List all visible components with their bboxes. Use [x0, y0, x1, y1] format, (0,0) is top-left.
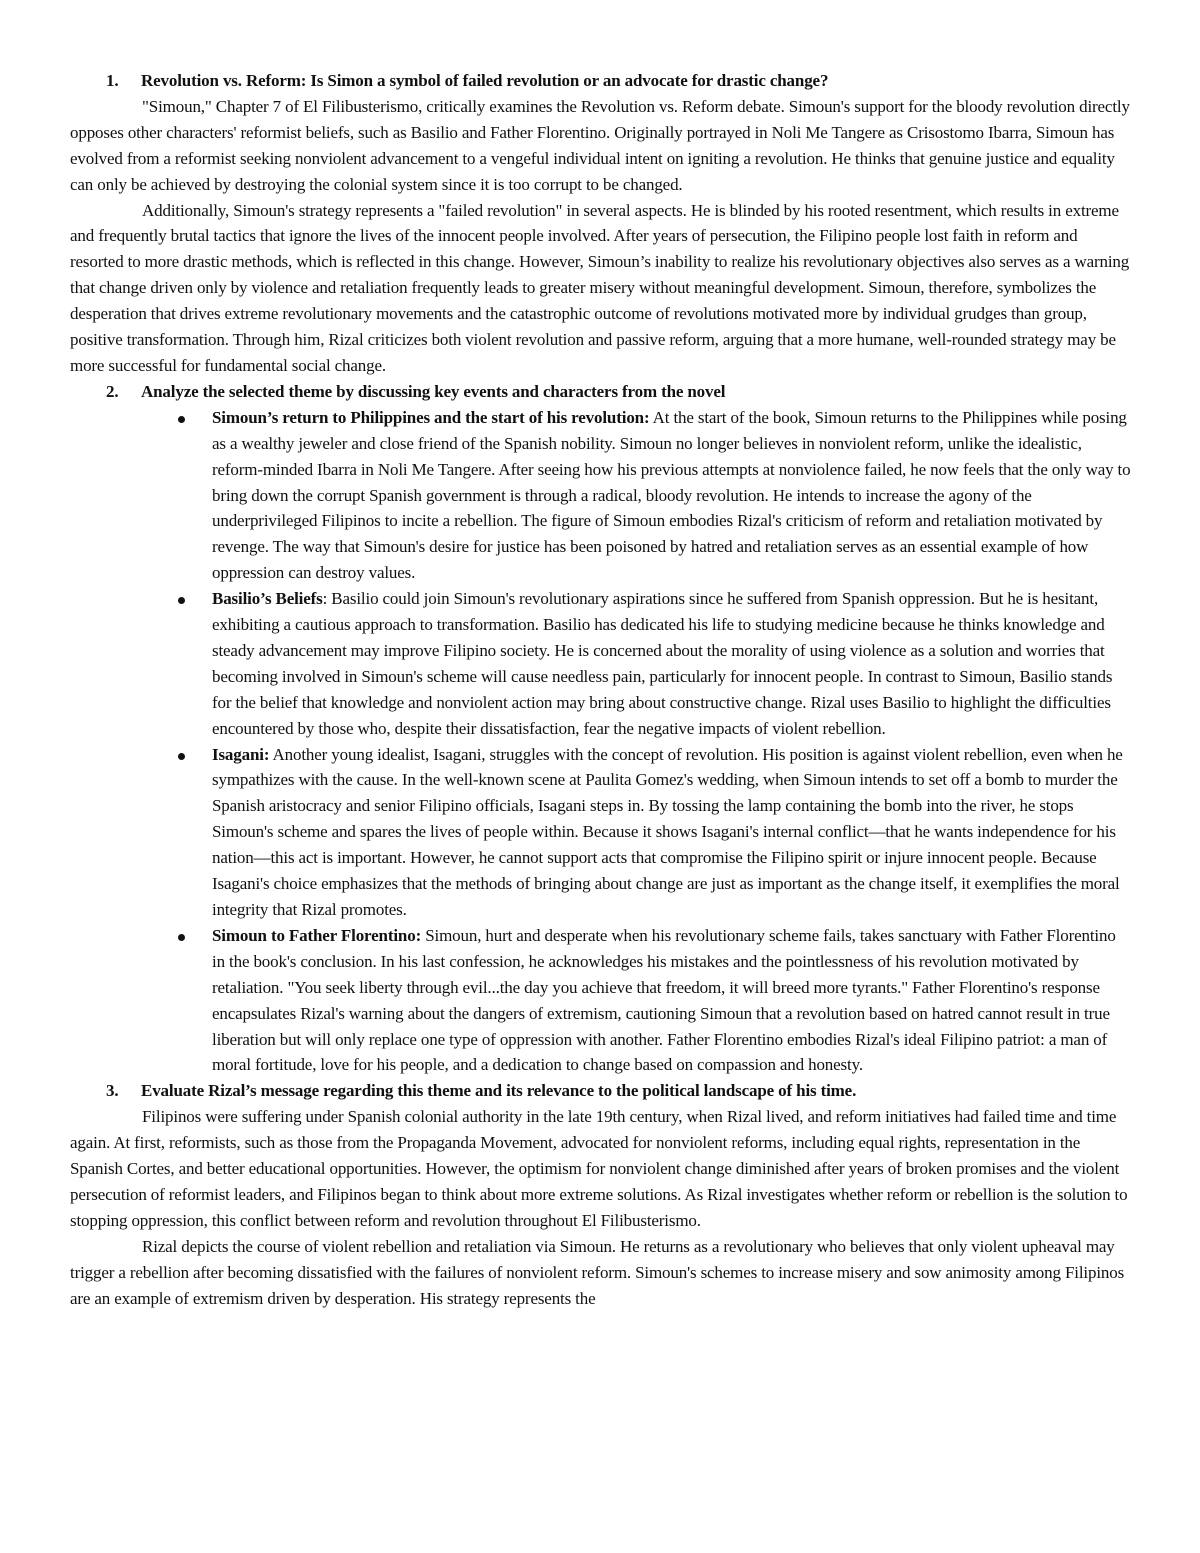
bullet-text: : Basilio could join Simoun's revolutionary aspirations since he suffered from Spanish oppression. But he is hesitant, exhibiting a cautious approach to transformation. Basilio has dedicated his life to studying medicine because he thinks knowledge and steady advancement may improve Filipino society. He is concerned about the morality of using violence as a solution and worries that becoming involved in Simoun's scheme will cause needless pain, particularly for innocent people. In contrast to Simoun, Basilio stands for the belief that knowledge and nonviolent action may bring about constructive change. Rizal uses Basilio to highlight the difficulties encountered by those who, despite their dissatisfaction, fear the negative impacts of violent rebellion. [212, 589, 1113, 738]
section-1-paragraph-2: Additionally, Simoun's strategy represents a "failed revolution" in several aspects. He is blinded by his rooted resentment, which results in extreme and frequently brutal tactics that ignore the lives of the innocent people involved. After years of persecution, the Filipino people lost faith in reform and resorted to more drastic methods, which is reflected in this change. However, Simoun’s inability to realize his revolutionary objectives also serves as a warning that change driven only by violence and retaliation frequently leads to greater misery without meaningful development. Simoun, therefore, symbolizes the desperation that drives extreme revolutionary movements and the catastrophic outcome of revolutions motivated more by individual grudges than group, positive transformation. Through him, Rizal criticizes both violent revolution and passive reform, arguing that a more humane, well-rounded strategy may be more successful for fundamental social change. [70, 200, 1130, 375]
bullet-icon [178, 416, 185, 423]
section-3-paragraph-1: Filipinos were suffering under Spanish colonial authority in the late 19th century, when Rizal lived, and reform initiatives had failed time and time again. At first, reformists, such as those from the Propaganda Movement, advocated for nonviolent reforms, including equal rights, representation in the Spanish Cortes, and better educational opportunities. However, the optimism for nonviolent change diminished after years of broken promises and the violent persecution of reformist leaders, and Filipinos began to think about more extreme solutions. As Rizal investigates whether reform or rebellion is the solution to stopping oppression, this conflict between reform and revolution throughout El Filibusterismo. [70, 1107, 1128, 1230]
section-3-paragraph-2: Rizal depicts the course of violent rebellion and retaliation via Simoun. He returns as a revolutionary who believes that only violent upheaval may trigger a rebellion after becoming dissatisfied with the failures of nonviolent reform. Simoun's schemes to increase misery and sow animosity among Filipinos are an example of extremism driven by desperation. His strategy represents the [70, 1236, 1125, 1308]
document-page [70, 68, 1132, 1312]
bullet-text: Simoun, hurt and desperate when his revolutionary scheme fails, takes sanctuary with Father Florentino in the book's conclusion. In his last confession, he acknowledges his mistakes and the pointlessness of his revolution motivated by retaliation. "You seek liberty through evil...the day you achieve that freedom, it will breed more tyrants." Father Florentino's response encapsulates Rizal's warning about the dangers of extremism, cautioning Simoun that a revolution based on hatred cannot result in true liberation but will only replace one type of oppression with another. Father Florentino embodies Rizal's ideal Filipino patriot: a man of moral fortitude, love for his people, and a dedication to change based on compassion and honesty. [212, 925, 1116, 1075]
section-1-title: Revolution vs. Reform: Is Simon a symbol of failed revolution or an advocate for drastic change? [141, 71, 829, 90]
bullet-title: Simoun to Father Florentino: [212, 925, 422, 945]
section-2-title: Analyze the selected theme by discussing key events and characters from the novel [141, 381, 726, 401]
section-3-heading [70, 1078, 1132, 1104]
bullet-title: Isagani: [212, 744, 270, 764]
section-1-paragraph-1: "Simoun," Chapter 7 of El Filibusterismo, critically examines the Revolution vs. Reform debate. Simoun's support for the bloody revolution directly opposes other characters' reformist beliefs, such as Basilio and Father Florentino. Originally portrayed in Noli Me Tangere as Crisostomo Ibarra, Simoun has evolved from a reformist seeking nonviolent advancement to a vengeful individual intent on igniting a revolution. He thinks that genuine justice and equality can only be achieved by destroying the colonial system since it is too corrupt to be changed. [70, 96, 1130, 194]
bullet-icon [178, 597, 185, 604]
list-item [212, 405, 1132, 586]
section-1-heading [70, 68, 1132, 94]
bullet-title: Basilio’s Beliefs [212, 589, 323, 609]
bullet-text: At the start of the book, Simoun returns to the Philippines while posing as a wealthy jeweler and close friend of the Spanish nobility. Simoun no longer believes in nonviolent reform, unlike the idealistic, reform-minded Ibarra in Noli Me Tangere. After seeing how his previous attempts at nonviolence failed, he now feels that the only way to bring down the corrupt Spanish government is through a radical, bloody revolution. He intends to increase the agony of the underprivileged Filipinos to incite a rebellion. The figure of Simoun embodies Rizal's criticism of reform and retaliation motivated by revenge. The way that Simoun's desire for justice has been poisoned by hatred and retaliation serves as an essential example of how oppression can destroy values. [212, 407, 1131, 583]
section-2-number: 2. [106, 381, 119, 401]
bullet-icon [178, 753, 185, 760]
section-1-number: 1. [106, 71, 119, 90]
list-item [212, 742, 1132, 923]
section-3-number: 3. [106, 1081, 119, 1101]
list-item [212, 586, 1132, 741]
section-2-bullet-list [70, 405, 1132, 1079]
bullet-title: Simoun’s return to Philippines and the start of his revolution: [212, 407, 650, 427]
bullet-icon [178, 934, 185, 941]
bullet-text: Another young idealist, Isagani, struggles with the concept of revolution. His position is against violent rebellion, even when he sympathizes with the cause. In the well-known scene at Paulita Gomez's wedding, when Simoun intends to set off a bomb to murder the Spanish aristocracy and senior Filipino officials, Isagani steps in. By tossing the lamp containing the bomb into the river, he stops Simoun's scheme and spares the lives of people within. Because it shows Isagani's internal conflict—that he wants independence for his nation—this act is important. However, he cannot support acts that compromise the Filipino spirit or injure innocent people. Because Isagani's choice emphasizes that the methods of bringing about change are just as important as the change itself, it exemplifies the moral integrity that Rizal promotes. [212, 744, 1123, 919]
section-2-heading [70, 379, 1132, 405]
section-3-title: Evaluate Rizal’s message regarding this theme and its relevance to the political landscape of his time. [141, 1081, 857, 1101]
list-item [212, 923, 1132, 1078]
